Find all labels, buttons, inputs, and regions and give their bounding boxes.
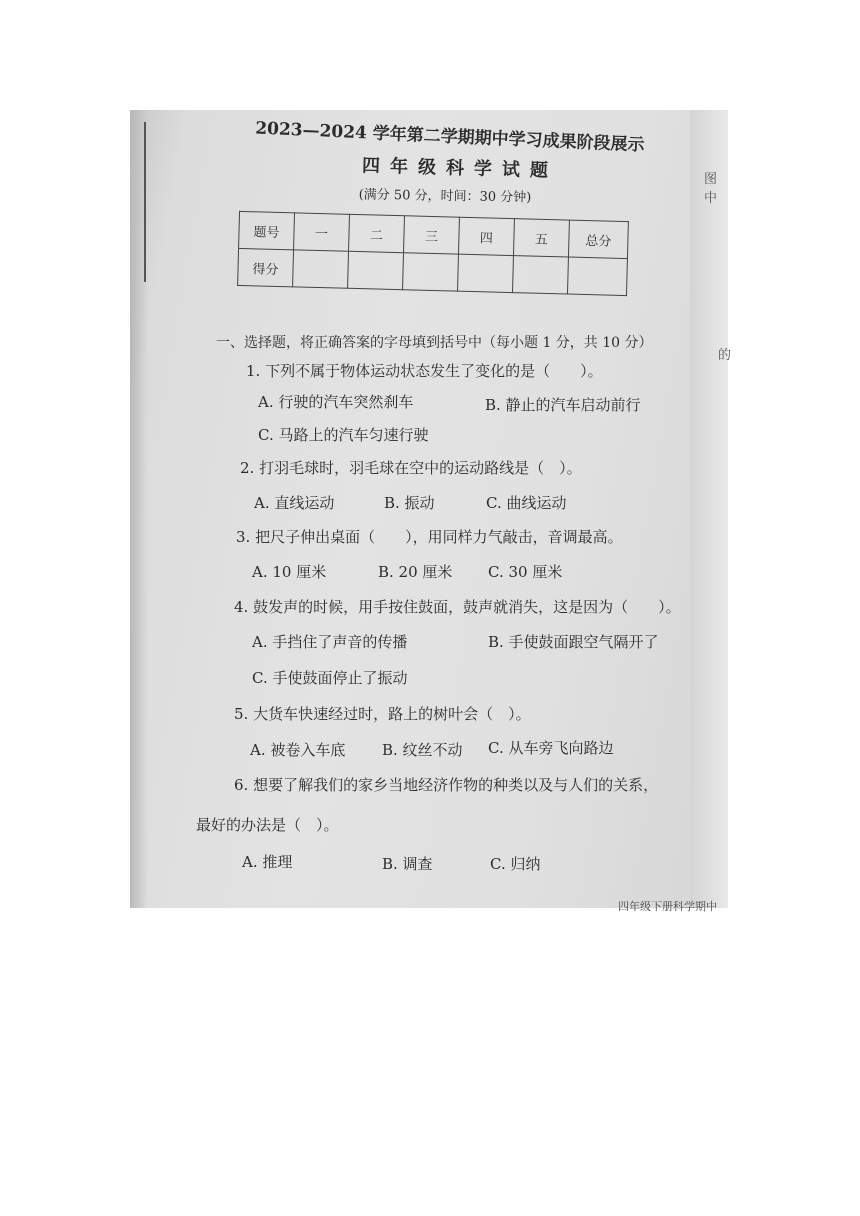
question-stem: 4. 鼓发声的时候，用手按住鼓面，鼓声就消失，这是因为（ ）。	[234, 598, 681, 616]
option: A. 10 厘米	[252, 563, 327, 581]
option: C. 从车旁飞向路边	[488, 739, 614, 757]
score-cell	[293, 250, 349, 288]
adjacent-page	[690, 110, 728, 908]
score-header-cell: 总分	[568, 220, 628, 259]
option: A. 行驶的汽车突然刹车	[258, 393, 414, 411]
score-cell	[403, 253, 459, 291]
option: A. 手挡住了声音的传播	[252, 633, 408, 651]
score-header-cell: 二	[349, 214, 405, 252]
exam-title: 2023—2024 学年第二学期期中学习成果阶段展示	[254, 118, 645, 156]
option: C. 曲线运动	[486, 494, 567, 512]
option: C. 归纳	[490, 855, 541, 873]
score-header-cell: 四	[458, 217, 514, 255]
option: B. 手使鼓面跟空气隔开了	[488, 633, 659, 651]
option: B. 静止的汽车启动前行	[485, 396, 641, 414]
question-stem: 1. 下列不属于物体运动状态发生了变化的是（ ）。	[246, 362, 603, 380]
section-heading: 一、选择题，将正确答案的字母填到括号中（每小题 1 分，共 10 分）	[216, 335, 653, 351]
option: B. 20 厘米	[378, 563, 453, 581]
option: C. 手使鼓面停止了振动	[252, 669, 408, 687]
option: B. 调查	[382, 855, 433, 873]
score-header-cell: 五	[513, 219, 569, 257]
score-header-cell: 三	[404, 216, 460, 254]
binding-edge-line	[144, 122, 146, 282]
question-stem: 6. 想要了解我们的家乡当地经济作物的种类以及与人们的关系，	[234, 776, 659, 794]
score-header-cell: 题号	[239, 211, 295, 249]
question-stem: 3. 把尺子伸出桌面（ ），用同样力气敲击，音调最高。	[236, 528, 623, 546]
side-text-2: 的	[718, 348, 732, 363]
option: B. 纹丝不动	[382, 741, 463, 759]
option: C. 马路上的汽车匀速行驶	[258, 426, 429, 444]
question-stem: 5. 大货车快速经过时，路上的树叶会（ ）。	[234, 705, 531, 723]
score-cell	[458, 254, 514, 292]
exam-photo	[130, 110, 732, 913]
question-stem: 2. 打羽毛球时，羽毛球在空中的运动路线是（ ）。	[240, 459, 582, 477]
option: B. 振动	[384, 494, 435, 512]
option: A. 直线运动	[254, 494, 335, 512]
score-cell	[513, 256, 569, 294]
exam-subtitle: (满分 50 分，时间：30 分钟)	[358, 187, 532, 206]
option: C. 30 厘米	[488, 563, 563, 581]
page-footer: 四年级下册科学期中	[618, 900, 717, 913]
score-cell	[348, 251, 404, 289]
option: A. 被卷入车底	[250, 741, 346, 759]
score-table	[237, 211, 629, 296]
side-text-1: 图中	[704, 172, 718, 206]
score-cell	[567, 257, 627, 296]
score-row-label: 得分	[238, 248, 294, 286]
option: A. 推理	[242, 853, 293, 871]
score-header-cell: 一	[294, 213, 350, 251]
exam-subject-title: 四年级科学试题	[361, 155, 559, 182]
question-stem-continued: 最好的办法是（ ）。	[196, 816, 339, 834]
